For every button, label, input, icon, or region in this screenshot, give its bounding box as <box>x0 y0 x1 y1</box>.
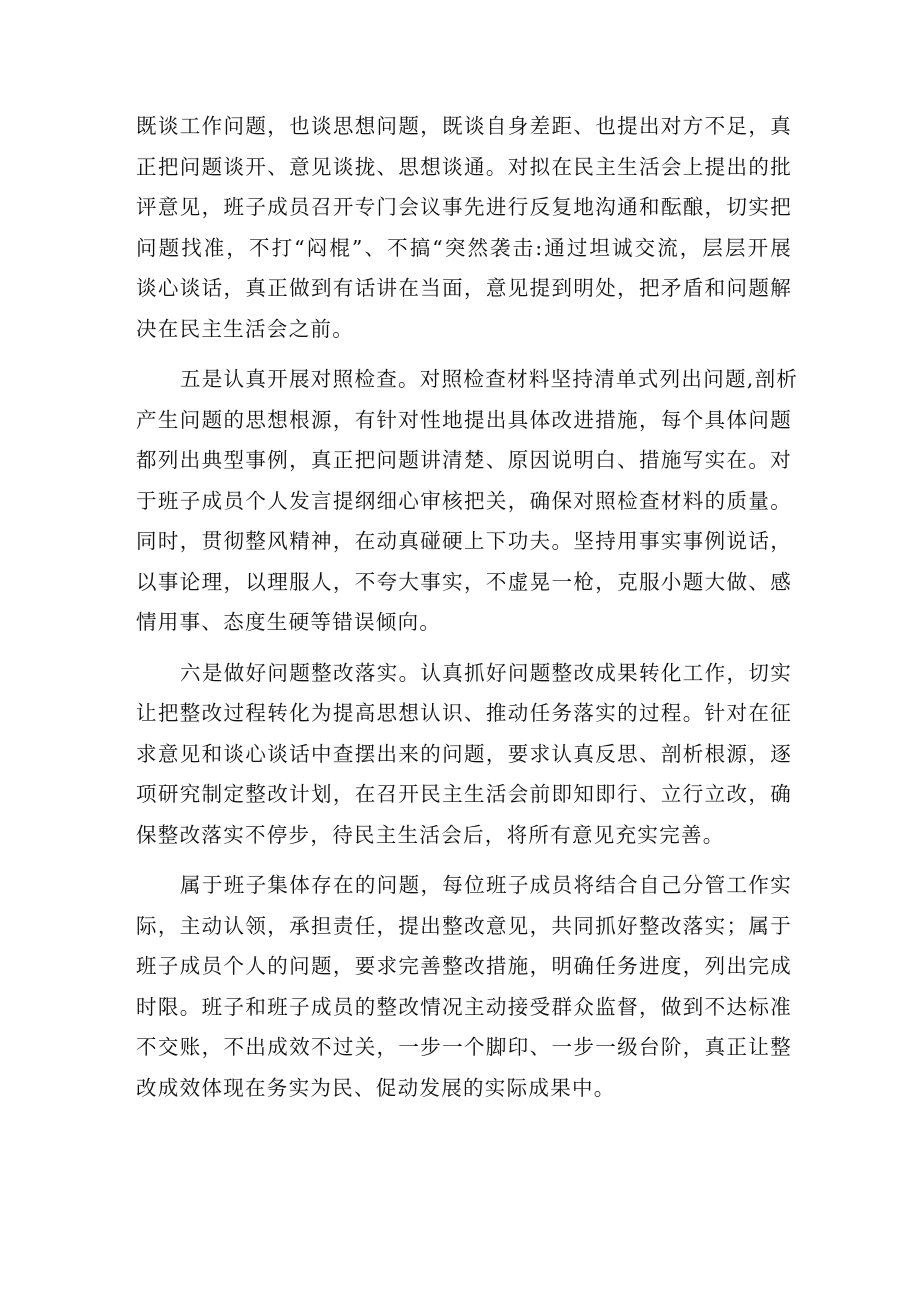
paragraph-line: 五是认真开展对照检查。对照检查材料坚持清单式列出问题,剖析 <box>180 367 799 391</box>
paragraph-line: 正把问题谈开、意见谈拢、思想谈通。对拟在民主生活会上提出的批 <box>136 154 792 179</box>
paragraph-line: 际，主动认领，承担责任，提出整改意见，共同抓好整改落实；属于 <box>136 913 792 938</box>
paragraph-line: 求意见和谈心谈话中查摆出来的问题，要求认真反思、剖析根源，逐 <box>136 741 792 766</box>
paragraph-line: 于班子成员个人发言提纲细心审核把关，确保对照检查材料的质量。 <box>136 488 792 513</box>
paragraph-line: 既谈工作问题，也谈思想问题，既谈自身差距、也提出对方不足，真 <box>136 114 792 138</box>
paragraph-line: 项研究制定整改计划，在召开民主生活会前即知即行、立行立改，确 <box>136 782 792 806</box>
paragraph-line: 属于班子集体存在的问题，每位班子成员将结合自己分管工作实 <box>180 873 792 897</box>
paragraph-3 <box>136 653 792 856</box>
paragraph-line: 改成效体现在务实为民、促动发展的实际成果中。 <box>136 1075 616 1100</box>
paragraph-line: 决在民主生活会之前。 <box>136 316 354 341</box>
paragraph-line: 时限。班子和班子成员的整改情况主动接受群众监督，做到不达标准 <box>136 994 792 1019</box>
paragraph-line: 同时，贯彻整风精神，在动真碰硬上下功夫。坚持用事实事例说话， <box>136 529 792 553</box>
paragraph-line: 以事论理，以理服人，不夸大事实，不虚晃一枪，克服小题大做、感 <box>136 569 792 594</box>
paragraph-1 <box>136 106 792 349</box>
paragraph-line: 六是做好问题整改落实。认真抓好问题整改成果转化工作，切实 <box>180 660 792 685</box>
paragraph-gap <box>136 855 792 865</box>
paragraph-line: 保整改落实不停步，待民主生活会后，将所有意见充实完善。 <box>136 822 725 847</box>
paragraph-gap <box>136 349 792 359</box>
paragraph-line: 问题找准，不打“闷棍”、不搞“突然袭击:通过坦诚交流，层层开展 <box>136 235 792 260</box>
paragraph-line: 让把整改过程转化为提高思想认识、推动任务落实的过程。针对在征 <box>136 701 792 725</box>
paragraph-line: 情用事、态度生硬等错误倾向。 <box>136 610 442 634</box>
document-body <box>136 106 799 1108</box>
paragraph-line: 谈心谈话，真正做到有话讲在当面，意见提到明处，把矛盾和问题解 <box>136 276 792 300</box>
paragraph-line: 都列出典型事例，真正把问题讲清楚、原因说明白、措施写实在。对 <box>136 448 792 472</box>
paragraph-2 <box>136 359 799 643</box>
paragraph-4 <box>136 865 792 1108</box>
paragraph-gap <box>136 643 792 653</box>
paragraph-line: 不交账，不出成效不过关，一步一个脚印、一步一级台阶，真正让整 <box>136 1035 792 1059</box>
paragraph-line: 班子成员个人的问题，要求完善整改措施，明确任务进度，列出完成 <box>136 954 792 978</box>
paragraph-line: 评意见，班子成员召开专门会议事先进行反复地沟通和酝酿，切实把 <box>136 195 792 219</box>
paragraph-line: 产生问题的思想根源，有针对性地提出具体改进措施，每个具体问题 <box>136 407 792 432</box>
